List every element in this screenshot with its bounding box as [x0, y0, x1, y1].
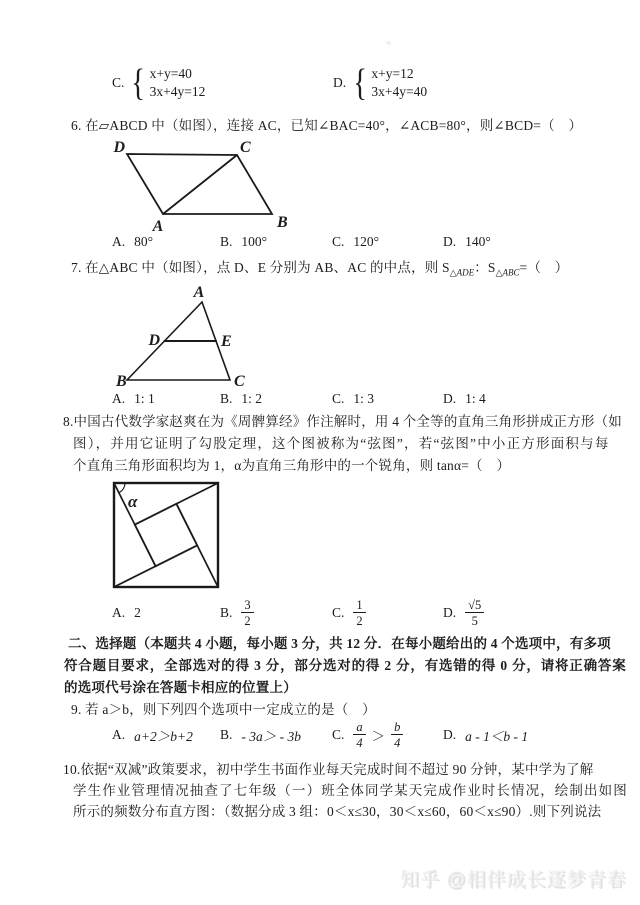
vertex-label-a: A: [193, 284, 205, 301]
equation-line: x+y=40: [149, 65, 192, 81]
option-label: C.: [112, 75, 125, 90]
triangle-edges: [127, 302, 230, 380]
q6-option-c: C. 120°: [332, 234, 380, 249]
q6-parallelogram-figure: [85, 136, 295, 236]
zhihu-watermark: 知乎 @相伴成长逐梦青春: [400, 870, 627, 891]
q5-option-c: [112, 64, 205, 102]
subscript-ade: △ADE: [449, 267, 475, 278]
comparison-operator: ＞: [371, 729, 386, 744]
q7-stem: 7. 在△ABC 中（如图），点 D、E 分别为 AB、AC 的中点，则 $S_{\triangle ADE}$：$S_{\triangle ABC}=$（ ）: [71, 260, 569, 278]
fraction: $\frac{b}{4}$: [391, 720, 403, 750]
alpha-angle-arc: [119, 483, 125, 493]
q8-line-1: 8.中国古代数学家赵爽在为《周髀算经》作注解时，用 4 个全等的直角三角形拼成正方形（如: [63, 414, 622, 429]
q7-triangle-figure: [100, 282, 260, 394]
left-brace: {: [353, 62, 368, 104]
fraction: $\frac{1}{2}$: [353, 598, 365, 628]
equation-line: 3x+4y=12: [149, 84, 206, 99]
section2-line-2: 符合题目要求，全部选对的得 3 分，部分选对的得 2 分，有选错的得 0 分，请将正确答案: [64, 658, 627, 673]
option-label: D.: [333, 75, 347, 90]
alpha-label: α: [128, 492, 138, 511]
left-brace: {: [131, 62, 146, 104]
vertex-label-d: D: [113, 139, 125, 156]
q7-option-c: C. 1: 3: [332, 391, 375, 406]
q10-line-3: 所示的频数分布直方图：（数据分成 3 组：0＜x≤30，30＜x≤60，60＜x≤90）.则下列说法: [73, 804, 602, 819]
q7-options: [0, 391, 640, 409]
q8-line-3: 个直角三角形面积均为 1，α为直角三角形中的一个锐角，则 tanα=（ ）: [73, 458, 511, 473]
q8-xiantu-figure: [111, 479, 225, 593]
point-label-e: E: [221, 333, 232, 350]
fraction: $\frac{√5}{5}$: [465, 598, 484, 628]
q9-option-b: B. - 3a＞ - 3b: [220, 727, 302, 744]
q9-stem: 9. 若 a＞b，则下列四个选项中一定成立的是（ ）: [71, 702, 376, 717]
q9-option-c: C. $\frac{a}{4}$ ＞ $\frac{b}{4}$: [332, 719, 403, 751]
q6-option-b: B. 100°: [220, 234, 268, 249]
diagonal-ac: [163, 155, 237, 214]
subscript-abc: △ABC: [495, 267, 520, 278]
vertex-label-c: C: [234, 373, 245, 390]
q9-option-d: D. a - 1＜b - 1: [443, 727, 529, 744]
q9-options: [0, 719, 640, 751]
q6-option-d: D. 140°: [443, 234, 491, 249]
section2-line-1: 二、选择题（本题共 4 小题，每小题 3 分，共 12 分．在每小题给出的 4 个选项中，有多项: [68, 636, 611, 651]
inner-square: [135, 504, 197, 566]
q9-option-a: A. a+2＞b+2: [112, 727, 193, 744]
q6-stem: 6. 在▱ABCD 中（如图），连接 AC，已知∠BAC=40°，∠ACB=80°，则∠BCD=（ ）: [71, 118, 583, 133]
q7-option-b: B. 1: 2: [220, 391, 263, 406]
q8-option-d: D. $\frac{√5}{5}$: [443, 597, 484, 629]
q10-line-2: 学生作业管理情况抽查了七年级（一）班全体同学某天完成作业时长情况，绘制出如图: [73, 783, 628, 798]
scan-smudge: [386, 41, 391, 45]
q10-line-1: 10.依据“双减”政策要求，初中学生书面作业每天完成时间不超过 90 分钟，某中学为了解: [63, 762, 594, 777]
point-label-d: D: [148, 332, 160, 349]
q8-option-c: C. $\frac{1}{2}$: [332, 597, 366, 629]
vertex-label-b: B: [277, 214, 288, 231]
q6-option-a: A. 80°: [112, 234, 154, 249]
parallelogram-edges: [127, 154, 272, 214]
q8-option-a: A. 2: [112, 605, 141, 620]
fraction: $\frac{3}{2}$: [241, 598, 253, 628]
q6-options: [0, 234, 640, 252]
q8-options: [0, 597, 640, 629]
q8-line-2: 图），并用它证明了勾股定理，这个图被称为“弦图”，若“弦图”中小正方形面积与每: [73, 436, 610, 451]
q8-option-b: B. $\frac{3}{2}$: [220, 597, 254, 629]
q7-option-a: A. 1: 1: [112, 391, 155, 406]
equation-line: 3x+4y=40: [371, 84, 428, 99]
q7-option-d: D. 1: 4: [443, 391, 486, 406]
vertex-label-a: A: [152, 218, 164, 235]
section2-line-3: 的选项代号涂在答题卡相应的位置上）: [64, 680, 297, 695]
vertex-label-c: C: [240, 139, 251, 156]
equation-line: x+y=12: [371, 65, 414, 81]
fraction: $\frac{a}{4}$: [353, 720, 365, 750]
q5-option-d: [333, 64, 427, 102]
vertex-label-b: B: [116, 373, 127, 390]
